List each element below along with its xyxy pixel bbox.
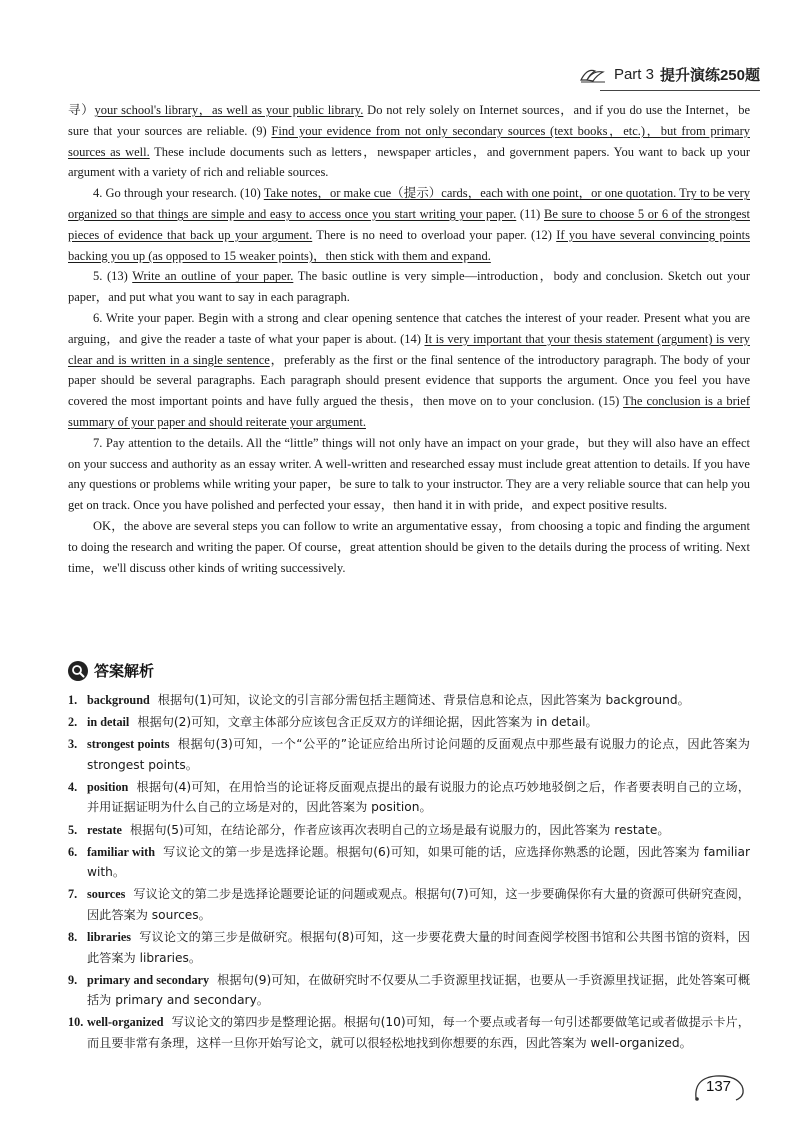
part-label: Part 3 bbox=[613, 65, 654, 83]
answer-term: position bbox=[87, 779, 129, 794]
answers-list bbox=[68, 690, 750, 1055]
text-run: These include documents such as letters，newspaper articles，and government papers. You want to back up your argument with a variety of rich and reliable sources. bbox=[68, 144, 750, 180]
answer-item bbox=[68, 970, 750, 1011]
answer-number: 3. bbox=[68, 737, 78, 752]
text-run: Do not rely solely on Internet sources，and if you do use the Internet，be sure that your sources are reliable. (9) bbox=[68, 103, 750, 138]
page-number: 137 bbox=[706, 1078, 732, 1095]
answer-explanation: 根据句(1)可知，议论文的引言部分需包括主题简述、背景信息和论点，因此答案为 background。 bbox=[157, 693, 690, 707]
answer-explanation: 根据句(2)可知，文章主体部分应该包含正反双方的详细论据，因此答案为 in detail。 bbox=[137, 715, 598, 730]
answer-item bbox=[68, 927, 750, 968]
paragraph-continued bbox=[68, 100, 750, 183]
answer-item bbox=[68, 712, 750, 733]
text-run: (11) bbox=[516, 206, 544, 221]
page-header bbox=[578, 60, 760, 88]
header-rule bbox=[600, 90, 760, 91]
answer-body bbox=[87, 734, 750, 775]
text-run: 4. Go through your research. (10) bbox=[93, 186, 264, 201]
answer-body bbox=[87, 1012, 750, 1053]
answer-number: 1. bbox=[68, 693, 78, 707]
answer-number: 9. bbox=[68, 972, 78, 987]
answer-body bbox=[87, 712, 750, 733]
passage bbox=[68, 100, 750, 578]
answer-number: 2. bbox=[68, 715, 78, 730]
text-run: 寻） bbox=[68, 103, 95, 117]
page-number-badge bbox=[692, 1072, 748, 1104]
text-run: ，preferably as the first or the final sentence of the introductory paragraph. The body of your paper should be several paragraphs. Each paragraph should present evidence that supports the argument. Once you feel you have covered the most important points and have fully argued the thesis，then move on to your conclusion. (15) bbox=[68, 352, 750, 409]
answer-item bbox=[68, 734, 750, 775]
answer-number: 6. bbox=[68, 844, 78, 859]
answer-explanation: 根据句(4)可知，在用恰当的论证将反面观点提出的最有说服力的论点巧妙地驳倒之后，作者要表明自己的立场，并用证据证明为什么自己的立场是对的，因此答案为 position。 bbox=[87, 779, 750, 815]
answer-number: 7. bbox=[68, 887, 78, 902]
answer-item bbox=[68, 777, 750, 818]
answer-number: 8. bbox=[68, 930, 78, 945]
underlined-sentence: your school's library，as well as your public library. bbox=[94, 103, 364, 117]
magnifier-icon bbox=[68, 661, 88, 681]
underlined-sentence: Take notes，or make cue（提示）cards，each with one point，or one quotation. Try to be very organized so that things are simple and easy to access once you start writing your paper. bbox=[68, 186, 750, 221]
answer-term: in detail bbox=[87, 715, 130, 730]
answer-term: sources bbox=[87, 887, 126, 902]
answer-term: libraries bbox=[87, 930, 132, 945]
text-run: There is no need to overload your paper. (12) bbox=[312, 227, 557, 242]
answer-number: 5. bbox=[68, 822, 78, 837]
underlined-sentence: Find your evidence from not only secondary sources (text books，etc.)，but from primary sources as well. bbox=[68, 123, 750, 159]
answer-explanation: 写议论文的第二步是选择论题要论证的问题或观点。根据句(7)可知，这一步要确保你有大量的资源可供研究查阅，因此答案为 sources。 bbox=[87, 887, 750, 922]
answer-term: well-organized bbox=[87, 1015, 164, 1030]
answer-explanation: 写议论文的第三步是做研究。根据句(8)可知，这一步要花费大量的时间查阅学校图书馆和公共图书馆的资料，因此答案为 libraries。 bbox=[87, 930, 750, 965]
answer-body bbox=[87, 842, 750, 883]
paragraph-7: 7. Pay attention to the details. All the “little” things will not only have an impact on your grade，but they will also have an effect on your success and authority as an essay writer. A well-written and researched essay must include great attention to details. If you have any questions or problems while writing your paper，be sure to talk to your instructor. They are a very reliable source that can help you get on track. Once you have polished and perfected your essay，then hand it in with pride，and expect positive results. bbox=[68, 435, 750, 513]
answer-number: 4. bbox=[68, 779, 78, 794]
answer-item bbox=[68, 884, 750, 925]
paragraph-5 bbox=[68, 266, 750, 308]
text-run: 5. (13) bbox=[93, 269, 133, 284]
answer-body bbox=[87, 777, 750, 818]
answers-title: 答案解析 bbox=[94, 663, 155, 680]
answer-term: familiar with bbox=[87, 844, 155, 859]
answer-term: strongest points bbox=[87, 737, 170, 752]
answer-term: primary and secondary bbox=[87, 972, 210, 987]
answer-explanation: 写议论文的第四步是整理论据。根据句(10)可知，每一个要点或者每一句引述都要做笔记或者做提示卡片，而且要非常有条理，这样一旦你开始写论文，就可以很轻松地找到你想要的东西，因此答案为 well-organized。 bbox=[87, 1015, 750, 1050]
underlined-sentence: Be sure to choose 5 or 6 of the strongest pieces of evidence that back up your argument. bbox=[68, 206, 750, 242]
paragraph-6 bbox=[68, 308, 750, 433]
answer-body bbox=[87, 690, 750, 711]
answer-item bbox=[68, 820, 750, 841]
answers-heading bbox=[68, 660, 154, 681]
answer-body bbox=[87, 970, 750, 1011]
paragraph-conclusion: OK，the above are several steps you can follow to write an argumentative essay，from choosing a topic and finding the argument to doing the research and writing the paper. Of course，great attention should be given to the details during the process of writing. Next time，we'll discuss other kinds of writing successively. bbox=[68, 518, 750, 575]
section-title: 提升演练250题 bbox=[659, 66, 760, 84]
answer-explanation: 写议论文的第一步是选择论题。根据句(6)可知，如果可能的话，应选择你熟悉的论题，因此答案为 familiar with。 bbox=[87, 844, 750, 880]
answer-term: background bbox=[87, 693, 150, 707]
answer-item bbox=[68, 1012, 750, 1053]
underlined-sentence: Write an outline of your paper. bbox=[132, 269, 294, 284]
book-logo-icon bbox=[578, 62, 608, 86]
answer-item bbox=[68, 690, 750, 711]
answer-item bbox=[68, 842, 750, 883]
answer-body bbox=[87, 820, 750, 841]
answer-number: 10. bbox=[68, 1015, 84, 1030]
answer-body bbox=[87, 927, 750, 968]
text-run: 6. Write your paper. Begin with a strong and clear opening sentence that catches the interest of your reader. Present what you are arguing，and give the reader a taste of what your paper is about. (14) bbox=[68, 310, 750, 346]
underlined-sentence: If you have several convincing points backing you up (as opposed to 15 weaker points)，then stick with them and expand. bbox=[68, 227, 750, 263]
answer-explanation: 根据句(5)可知，在结论部分，作者应该再次表明自己的立场是最有说服力的，因此答案为 restate。 bbox=[129, 822, 670, 837]
text-run: The basic outline is very simple—introduction，body and conclusion. Sketch out your paper，and put what you want to say in each paragraph. bbox=[68, 269, 750, 305]
underlined-sentence: The conclusion is a brief summary of your paper and should reiterate your argument. bbox=[68, 394, 750, 429]
paragraph-4 bbox=[68, 183, 750, 266]
answer-explanation: 根据句(3)可知，一个“公平的”论证应给出所讨论问题的反面观点中那些最有说服力的论点，因此答案为 strongest points。 bbox=[87, 737, 750, 772]
answer-term: restate bbox=[87, 822, 122, 837]
answer-explanation: 根据句(9)可知，在做研究时不仅要从二手资源里找证据，也要从一手资源里找证据，此处答案可概括为 primary and secondary。 bbox=[87, 972, 751, 1008]
underlined-sentence: It is very important that your thesis statement (argument) is very clear and is written in a single sentence bbox=[68, 331, 750, 367]
answer-body bbox=[87, 884, 750, 925]
